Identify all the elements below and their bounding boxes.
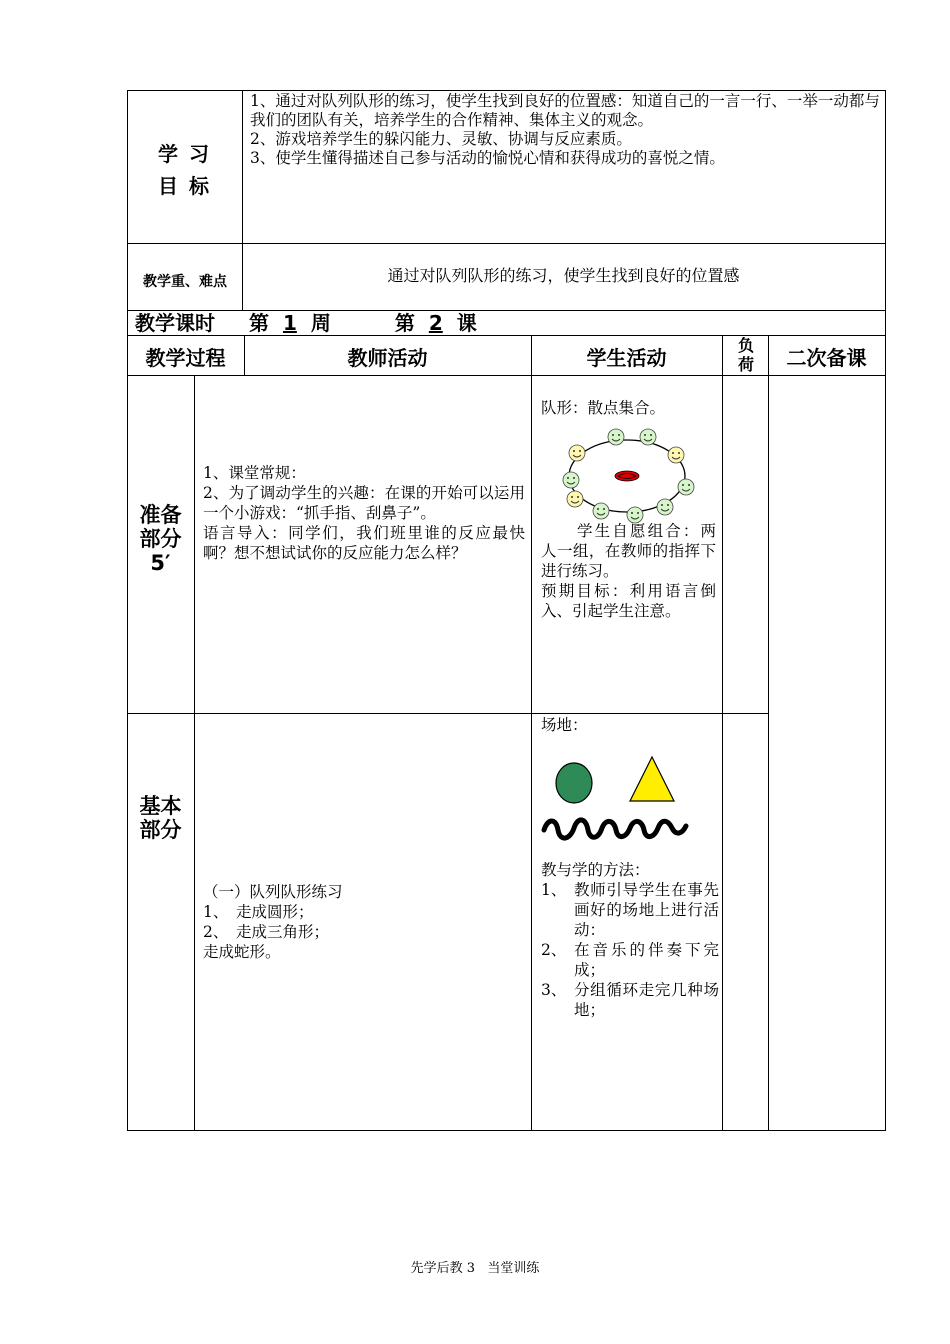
objectives-label-line1: 学 习: [158, 142, 211, 166]
field-diagram: [538, 750, 698, 850]
objectives-label-line2: 目 标: [158, 174, 211, 198]
circle-field-icon: [556, 763, 592, 803]
header-second-prep: 二次备课: [786, 346, 867, 370]
list-item: 1、 教师引导学生在事先画好的场地上进行活动：: [541, 881, 719, 939]
smiley-icon: [608, 429, 624, 445]
lesson-number: 2: [428, 311, 443, 335]
prep-student-activity: [541, 521, 716, 621]
week-number: 1: [282, 311, 297, 335]
header-load: 负荷: [737, 336, 754, 374]
week-suffix: 周: [310, 311, 331, 335]
page-footer: 先学后教 3 当堂训练: [410, 1261, 540, 1276]
header-student: 学生活动: [586, 346, 667, 370]
basic-teacher-extra: 走成蛇形。: [203, 943, 281, 961]
prep-teacher-activity: [203, 463, 525, 563]
basic-teacher-list: [203, 902, 525, 942]
smiley-icon: [657, 499, 673, 515]
smiley-icon: [563, 472, 579, 488]
method-list: [541, 880, 719, 1020]
smiley-icon: [678, 479, 694, 495]
prep-label-line2: 部分: [139, 527, 182, 551]
lesson-prefix: 第: [394, 311, 415, 335]
smiley-icon: [640, 429, 656, 445]
objective-item-1: 1、通过对队列队形的练习，使学生找到良好的位置感：知道自己的一言一行、一举一动都与我们的团队有关，培养学生的合作精神、集体主义的观念。: [250, 92, 880, 129]
header-teacher: 教师活动: [347, 346, 428, 370]
basic-student-activity: [541, 860, 719, 1020]
smiley-icon: [668, 447, 684, 463]
lesson-suffix: 课: [456, 311, 477, 335]
formation-label: 队形：散点集合。: [541, 399, 666, 417]
snake-field-icon: [544, 820, 686, 838]
basic-teacher-title: （一）队列队形练习: [203, 883, 343, 901]
prep-teacher-line-1: 1、课堂常规：: [203, 464, 306, 482]
prep-student-text: 学生自愿组合：两人一组，在教师的指挥下进行练习。: [541, 522, 716, 580]
prep-label-line1: 准备: [139, 503, 182, 527]
prep-section-label: [127, 503, 194, 575]
key-points-label: 教学重、难点: [143, 274, 227, 290]
triangle-field-icon: [630, 757, 674, 801]
basic-label-line2: 部分: [139, 818, 182, 842]
header-process: 教学过程: [145, 346, 226, 370]
basic-teacher-activity: [203, 882, 525, 962]
objectives-text: [250, 92, 880, 168]
prep-label-line3: 5′: [150, 551, 171, 575]
week-prefix: 第: [248, 311, 269, 335]
method-title: 教与学的方法：: [541, 861, 650, 879]
prep-teacher-line-2: 2、为了调动学生的兴趣：在课的开始可以运用一个小游戏：“抓手指、刮鼻子”。: [203, 484, 525, 522]
key-points-text: 通过对队列队形的练习，使学生找到良好的位置感: [387, 266, 740, 285]
prep-teacher-line-3: 语言导入：同学们，我们班里谁的反应最快啊？想不想试试你的反应能力怎么样？: [203, 524, 525, 562]
prep-goal-text: 预期目标：利用语言倒入、引起学生注意。: [541, 582, 716, 620]
basic-section-label: [127, 794, 194, 842]
smiley-icon: [593, 503, 609, 519]
smiley-icon: [567, 491, 583, 507]
list-item: 2、 走成三角形；: [203, 923, 330, 941]
list-item: 3、 分组循环走完几种场地；: [541, 981, 719, 1019]
smiley-icon: [569, 445, 585, 461]
list-item: 1、 走成圆形；: [203, 903, 314, 921]
list-item: 2、 在音乐的伴奏下完成；: [541, 941, 719, 979]
basic-label-line1: 基本: [139, 794, 182, 818]
formation-diagram: [555, 425, 705, 525]
field-label: 场地：: [541, 716, 588, 734]
schedule-row: [135, 311, 875, 336]
objective-item-2: 2、游戏培养学生的躲闪能力、灵敏、协调与反应素质。: [250, 130, 632, 148]
objectives-label: [127, 138, 242, 202]
schedule-label: 教学课时: [135, 311, 215, 335]
objective-item-3: 3、使学生懂得描述自己参与活动的愉悦心情和获得成功的喜悦之情。: [250, 149, 725, 167]
